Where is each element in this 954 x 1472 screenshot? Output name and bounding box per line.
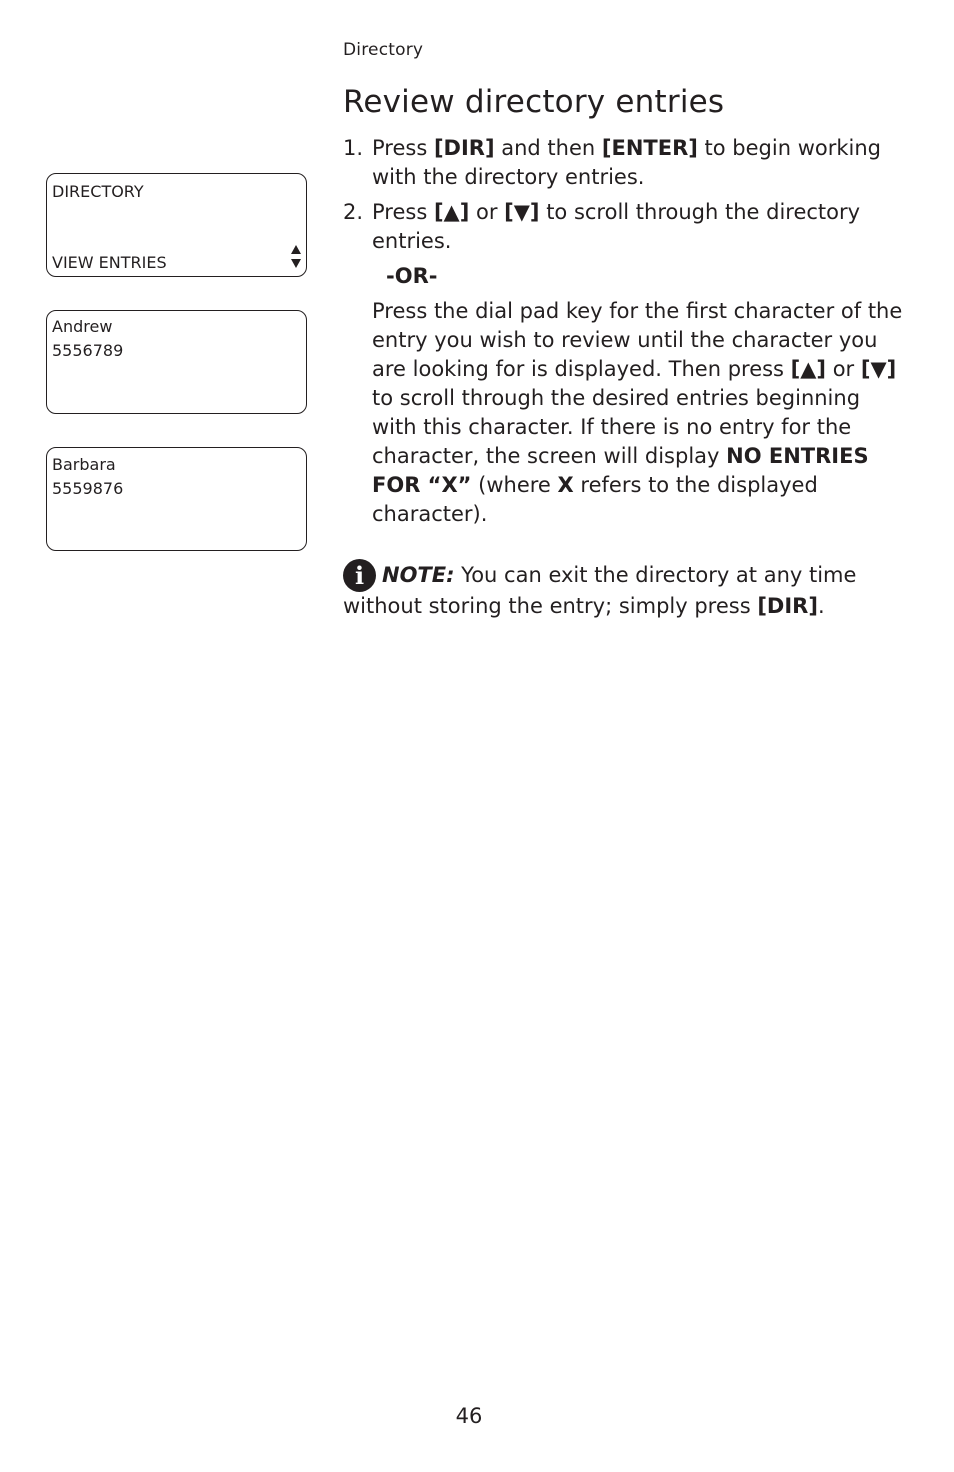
note-text: You can exit the directory at any time without storing the entry; simply press [343, 563, 857, 618]
x-character-label: X [557, 473, 574, 497]
step-text: and then [494, 136, 602, 160]
alt-text: to scroll through the desired entries beginning with this character. If there is no entry for the character, the screen will display [372, 386, 861, 468]
down-key-label: [▼] [504, 200, 540, 224]
page-number: 46 [455, 1404, 483, 1428]
step-number: 1. [343, 136, 364, 160]
section-header: Directory [343, 40, 424, 60]
lcd-entry-name: Andrew [52, 317, 113, 336]
step-text: to scroll through the directory entries. [372, 200, 861, 253]
step-text: Press [372, 200, 434, 224]
lcd-entry-name: Barbara [52, 455, 116, 474]
alt-text: refers to the displayed character). [372, 473, 818, 526]
lcd-screen-directory-menu [46, 173, 307, 277]
alt-text: or [826, 357, 861, 381]
no-entries-message: NO ENTRIES FOR “X” [372, 444, 869, 497]
lcd-entry-number: 5559876 [52, 479, 124, 498]
lcd-screen-entry-barbara [46, 447, 307, 551]
step-2 [343, 198, 903, 256]
page-title: Review directory entries [343, 84, 725, 120]
or-separator: -OR- [386, 264, 438, 288]
info-icon: i [343, 559, 376, 592]
down-key-label: [▼] [860, 357, 897, 381]
lcd-screen-entry-andrew [46, 310, 307, 414]
step-text: to begin working with the directory entries. [372, 136, 881, 189]
note [343, 559, 903, 621]
lcd-line-2: VIEW ENTRIES [52, 253, 167, 272]
alt-text: (where [471, 473, 558, 497]
note-text: . [817, 594, 825, 618]
step-text: Press [372, 136, 434, 160]
dir-key-label: [DIR] [433, 136, 495, 160]
step-text: or [469, 200, 505, 224]
enter-key-label: [ENTER] [601, 136, 698, 160]
step-number: 2. [343, 200, 364, 224]
note-label: NOTE: [382, 563, 455, 587]
step-1 [343, 134, 903, 192]
alt-text: Press the dial pad key for the first character of the entry you wish to review until the character you are looking for is displayed. Then press [372, 299, 903, 381]
lcd-entry-number: 5556789 [52, 341, 124, 360]
dir-key-label: [DIR] [757, 594, 818, 618]
scroll-arrows-icon [290, 244, 302, 270]
alternate-instructions [343, 297, 903, 529]
up-key-label: [▲] [433, 200, 470, 224]
lcd-line-1: DIRECTORY [52, 182, 144, 201]
up-key-label: [▲] [790, 357, 827, 381]
instructions [343, 134, 903, 621]
